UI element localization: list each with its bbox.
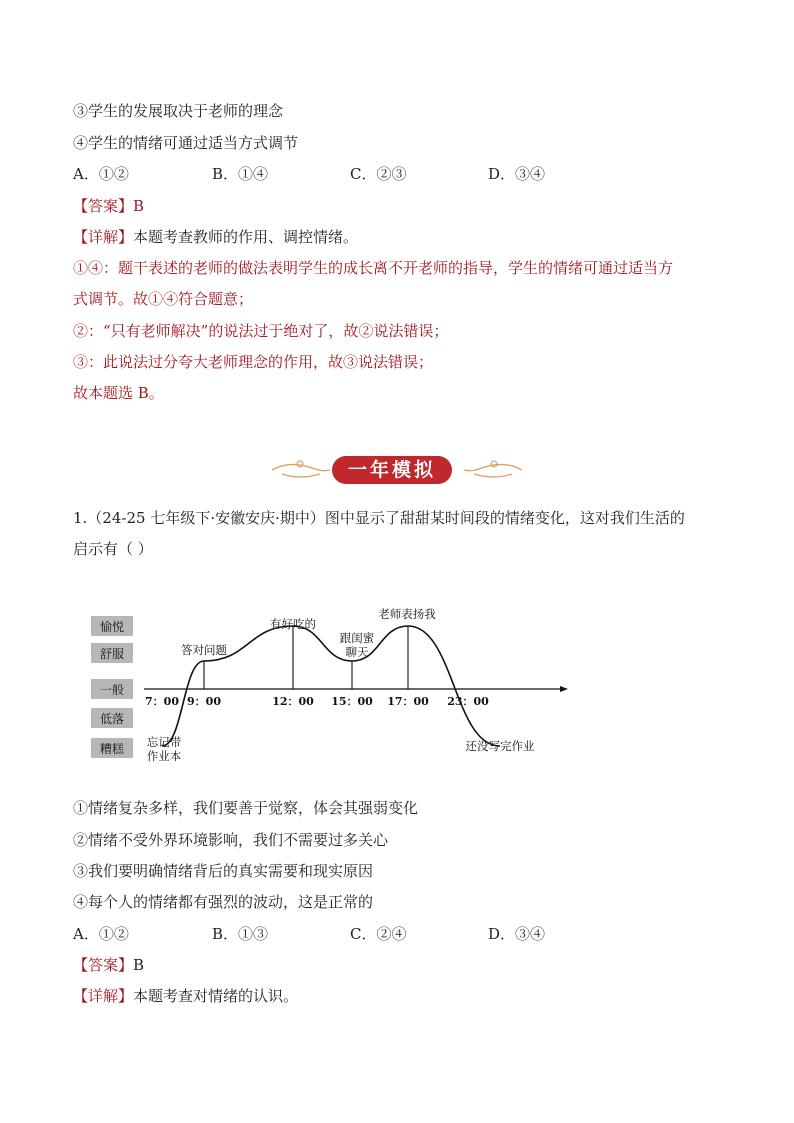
question-stem-line-1: 1.（24-25 七年级下·安徽安庆·期中）图中显示了甜甜某时间段的情绪变化，这对我们生活的 bbox=[73, 509, 685, 527]
detail-q1-intro: 本题考查对情绪的认识。 bbox=[133, 987, 299, 1005]
time-label-17-00: 17：00 bbox=[387, 695, 429, 708]
answer-q1-value: B bbox=[133, 956, 145, 974]
detail-line bbox=[73, 227, 358, 247]
answer-value: B bbox=[133, 197, 145, 215]
time-label-12-00: 12：00 bbox=[272, 695, 314, 708]
section-title: 一年模拟 bbox=[332, 456, 452, 484]
statement-4: ④学生的情绪可通过适当方式调节 bbox=[73, 134, 299, 152]
time-label-15-00: 15：00 bbox=[331, 695, 373, 708]
level-label-0: 愉悦 bbox=[99, 620, 125, 634]
statement-q1-3: ③我们要明确情绪背后的真实需要和现实原因 bbox=[73, 862, 374, 880]
level-label-4: 糟糕 bbox=[99, 742, 125, 756]
statement-q1-1: ①情绪复杂多样，我们要善于觉察，体会其强弱变化 bbox=[73, 799, 419, 817]
time-label-23-00: 23：00 bbox=[447, 695, 489, 708]
detail-q1-tag: 【详解】 bbox=[73, 987, 134, 1005]
detail-intro: 本题考查教师的作用、调控情绪。 bbox=[133, 228, 359, 246]
emotion-chart bbox=[88, 602, 574, 772]
detail-q1-line bbox=[73, 986, 298, 1006]
statement-q1-4: ④每个人的情绪都有强烈的波动，这是正常的 bbox=[73, 893, 374, 911]
event-label-3: 跟闺蜜聊天 bbox=[339, 631, 375, 659]
time-label-7-00: 7：00 bbox=[145, 695, 179, 708]
answer-line bbox=[73, 196, 144, 216]
question-stem-line-2: 启示有（ ） bbox=[73, 540, 153, 558]
event-label-5: 还没写完作业 bbox=[465, 739, 535, 753]
x-axis-arrow bbox=[560, 686, 568, 692]
detail-text-3: ②：“只有老师解决”的说法过于绝对了，故②说法错误； bbox=[73, 322, 449, 340]
level-label-1: 舒服 bbox=[99, 647, 125, 661]
statement-3: ③学生的发展取决于老师的理念 bbox=[73, 102, 284, 120]
level-label-2: 一般 bbox=[99, 683, 125, 697]
detail-text-1: ①④：题干表述的老师的做法表明学生的成长离不开老师的指导，学生的情绪可通过适当方 bbox=[73, 259, 674, 277]
event-label-1: 答对问题 bbox=[181, 643, 227, 657]
answer-tag: 【答案】 bbox=[73, 197, 134, 215]
detail-text-5: 故本题选 B。 bbox=[73, 384, 164, 402]
event-label-0: 忘记带作业本 bbox=[146, 735, 182, 763]
detail-text-2: 式调节。故①④符合题意； bbox=[73, 290, 254, 308]
level-label-3: 低落 bbox=[99, 712, 125, 726]
detail-tag: 【详解】 bbox=[73, 228, 134, 246]
answer-q1-line bbox=[73, 955, 144, 975]
event-label-2: 有好吃的 bbox=[270, 617, 316, 631]
option-q1-b: B．①③ bbox=[212, 925, 269, 943]
answer-q1-tag: 【答案】 bbox=[73, 956, 134, 974]
option-d: D．③④ bbox=[488, 165, 546, 183]
time-label-9-00: 9：00 bbox=[187, 695, 221, 708]
option-q1-a: A．①② bbox=[73, 925, 129, 943]
option-c: C．②③ bbox=[350, 165, 407, 183]
detail-text-4: ③：此说法过分夸大老师理念的作用，故③说法错误； bbox=[73, 353, 434, 371]
option-q1-c: C．②④ bbox=[350, 925, 407, 943]
option-a: A．①② bbox=[73, 165, 129, 183]
option-b: B．①④ bbox=[212, 165, 269, 183]
statement-q1-2: ②情绪不受外界环境影响，我们不需要过多关心 bbox=[73, 831, 389, 849]
event-label-4: 老师表扬我 bbox=[378, 607, 436, 621]
option-q1-d: D．③④ bbox=[488, 925, 546, 943]
